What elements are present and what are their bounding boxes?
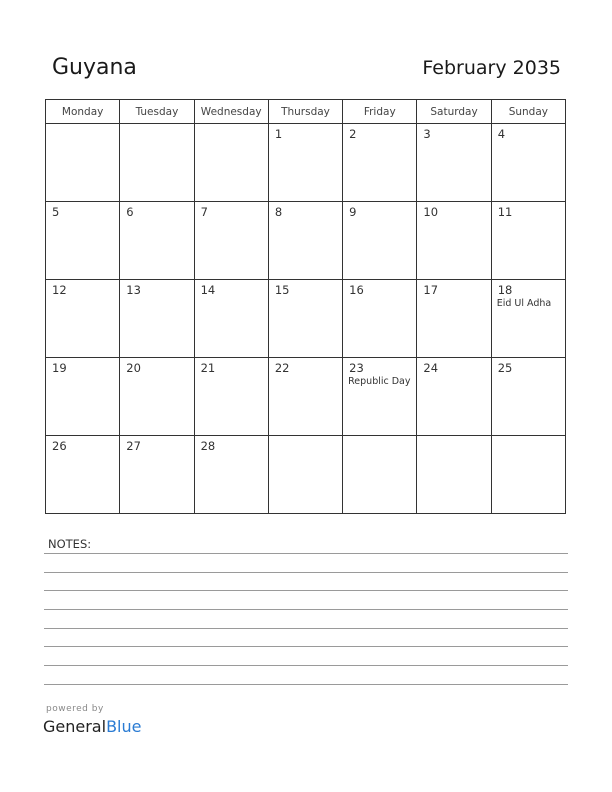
weekday-header-row [46,100,566,124]
weekday-friday: Friday [343,100,417,124]
day-cell [120,436,194,514]
day-cell [417,280,491,358]
day-number: 8 [274,205,283,219]
brand-blue: Blue [106,717,142,736]
day-number: 26 [52,439,67,453]
day-cell [46,124,120,202]
day-cell [120,280,194,358]
day-cell [268,124,342,202]
day-number: 24 [423,361,439,375]
day-number: 13 [126,283,141,297]
day-cell [417,436,491,514]
week-row-1 [46,124,566,202]
day-cell [343,280,417,358]
day-number: 14 [200,283,216,297]
note-line [44,646,568,647]
weekday-saturday: Saturday [417,100,491,124]
week-row-3 [46,280,566,358]
day-cell [46,280,120,358]
day-number: 17 [423,283,439,297]
day-number: 5 [52,205,60,219]
note-line [44,609,568,610]
note-line [44,572,568,573]
day-cell [417,124,491,202]
weekday-sunday: Sunday [491,100,565,124]
day-cell [194,436,268,514]
day-cell [343,436,417,514]
day-cell [268,202,342,280]
day-cell [268,280,342,358]
day-cell [46,358,120,436]
day-cell [491,436,565,514]
day-cell [491,358,565,436]
day-cell [268,358,342,436]
day-cell [417,202,491,280]
day-cell [343,202,417,280]
week-row-4 [46,358,566,436]
day-number: 18 [497,283,513,297]
day-cell [120,358,194,436]
day-cell [491,280,565,358]
day-number: 23 [349,361,364,375]
day-number: 27 [126,439,141,453]
day-cell [194,124,268,202]
day-number: 25 [497,361,513,375]
month-year-title: February 2035 [422,57,561,79]
day-number: 2 [349,127,357,141]
note-line [44,665,568,666]
day-cell [194,358,268,436]
day-cell [194,280,268,358]
day-number: 3 [423,127,431,141]
weekday-wednesday: Wednesday [194,100,268,124]
day-number: 6 [126,205,134,219]
weekday-monday: Monday [46,100,120,124]
day-cell [46,202,120,280]
day-number: 4 [497,127,506,141]
calendar-grid [45,99,566,514]
generalblue-logo[interactable] [43,717,141,736]
day-cell [343,358,417,436]
week-row-2 [46,202,566,280]
day-number: 1 [274,127,283,141]
note-line [44,628,568,629]
day-number: 15 [274,283,290,297]
note-line [44,684,568,685]
day-cell [491,202,565,280]
notes-label: NOTES: [48,537,92,551]
week-row-5 [46,436,566,514]
note-line [44,590,568,591]
day-number: 28 [200,439,216,453]
day-cell [268,436,342,514]
powered-by-text: powered by [46,704,104,714]
day-number: 9 [349,205,357,219]
day-number: 7 [200,205,208,219]
holiday-label: Eid Ul Adha [496,298,552,309]
day-cell [46,436,120,514]
note-line [44,553,568,554]
day-number: 19 [52,361,67,375]
day-cell [120,124,194,202]
day-cell [194,202,268,280]
country-title: Guyana [52,55,137,80]
day-cell [120,202,194,280]
day-cell [343,124,417,202]
weekday-thursday: Thursday [268,100,342,124]
day-number: 10 [423,205,439,219]
day-number: 11 [497,205,513,219]
day-number: 20 [126,361,141,375]
day-number: 16 [349,283,364,297]
day-cell [417,358,491,436]
brand-general: General [43,717,107,736]
day-number: 22 [274,361,290,375]
day-cell [491,124,565,202]
holiday-label: Republic Day [348,376,411,387]
weekday-tuesday: Tuesday [120,100,194,124]
day-number: 21 [200,361,216,375]
day-number: 12 [52,283,67,297]
